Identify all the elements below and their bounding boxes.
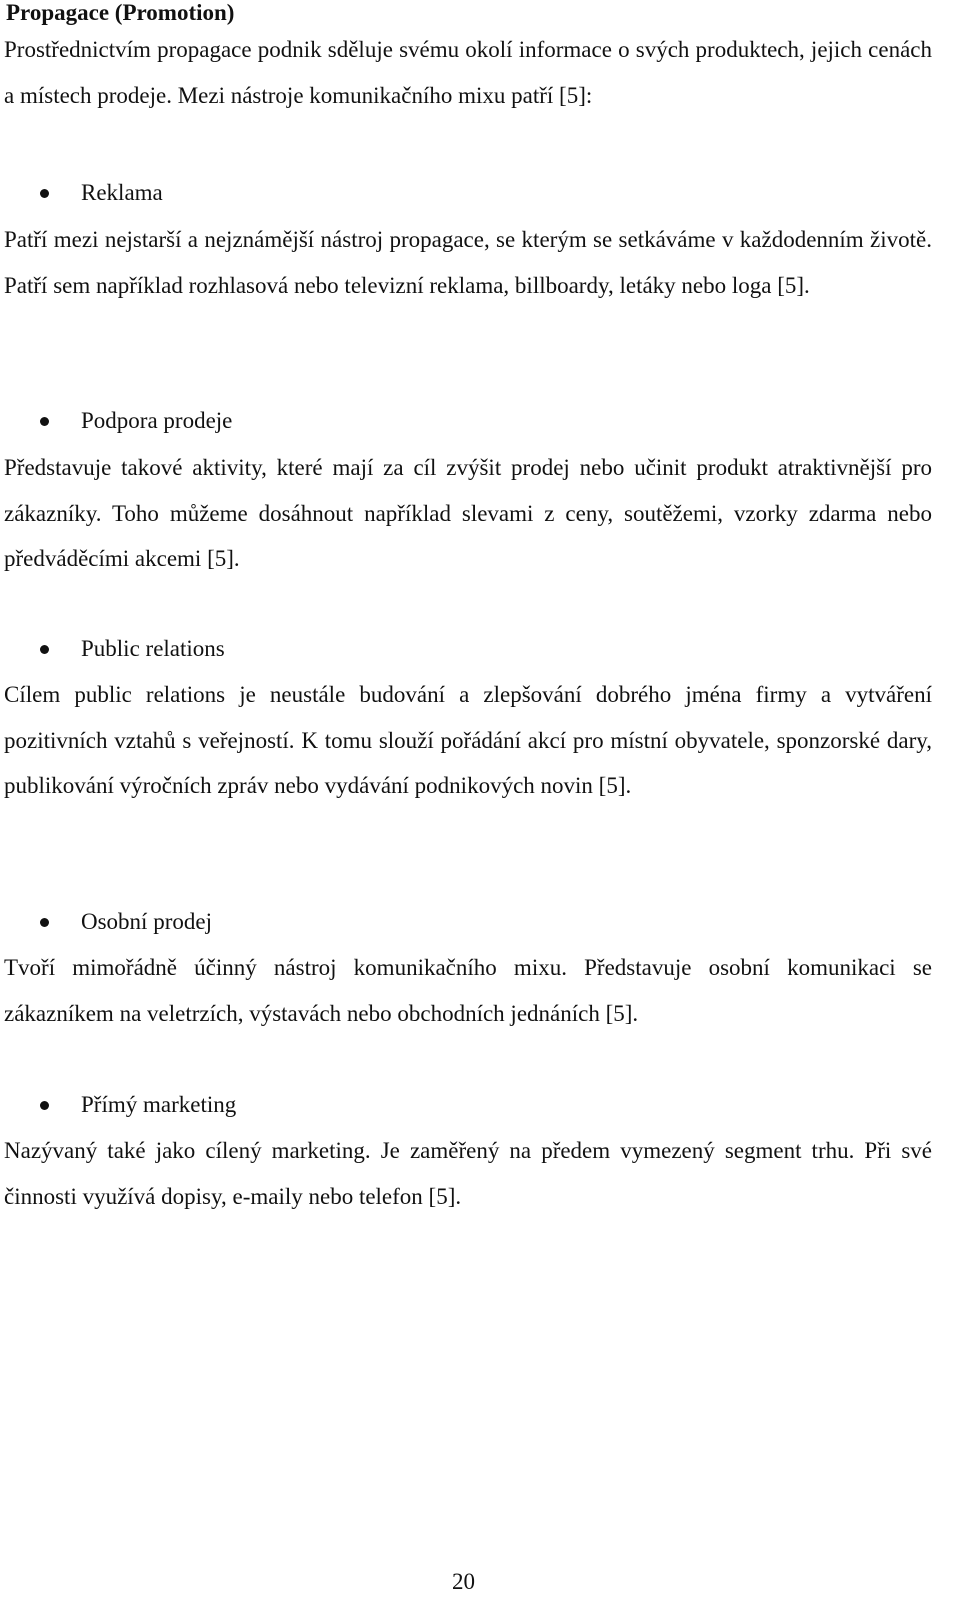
paragraph-public-relations: Cílem public relations je neustále budování a zlepšování dobrého jména firmy a vytváření pozitivních vztahů s veřejností. K tomu slouží pořádání akcí pro místní obyvatele, sponzorské dary, publikování výročních zpráv nebo vydávání podnikových novin [5]. — [4, 682, 932, 798]
bullet-public-relations — [40, 634, 840, 664]
bullet-title: Reklama — [81, 180, 163, 205]
paragraph-osobni-prodej: Tvoří mimořádně účinný nástroj komunikačního mixu. Představuje osobní komunikaci se zákazníkem na veletrzích, výstavách nebo obchodních jednáních [5]. — [4, 955, 932, 1026]
bullet-dot-icon — [40, 918, 49, 927]
bullet-title: Podpora prodeje — [81, 408, 233, 433]
page-number: 20 — [452, 1569, 475, 1594]
section-heading: Propagace (Promotion) — [6, 0, 235, 25]
bullet-title: Přímý marketing — [81, 1092, 237, 1117]
bullet-dot-icon — [40, 417, 49, 426]
bullet-dot-icon — [40, 645, 49, 654]
paragraph-podpora-prodeje: Představuje takové aktivity, které mají za cíl zvýšit prodej nebo učinit produkt atraktivnější pro zákazníky. Toho můžeme dosáhnout například slevami z ceny, soutěžemi, vzorky zdarma nebo předváděcími akcemi [5]. — [4, 455, 932, 571]
paragraph-primy-marketing: Nazývaný také jako cílený marketing. Je zaměřený na předem vymezený segment trhu. Při své činnosti využívá dopisy, e-maily nebo telefon [5]. — [4, 1138, 932, 1209]
bullet-dot-icon — [40, 1101, 49, 1110]
bullet-dot-icon — [40, 189, 49, 198]
bullet-primy-marketing — [40, 1090, 840, 1120]
bullet-reklama — [40, 178, 840, 208]
bullet-title: Osobní prodej — [81, 909, 212, 934]
paragraph-reklama: Patří mezi nejstarší a nejznámější nástroj propagace, se kterým se setkáváme v každodenním životě. Patří sem například rozhlasová nebo televizní reklama, billboardy, letáky nebo loga [5]. — [4, 227, 932, 298]
bullet-title: Public relations — [81, 636, 225, 661]
bullet-podpora-prodeje — [40, 406, 840, 436]
bullet-osobni-prodej — [40, 907, 840, 937]
intro-paragraph: Prostřednictvím propagace podnik sděluje svému okolí informace o svých produktech, jejich cenách a místech prodeje. Mezi nástroje komunikačního mixu patří [5]: — [4, 37, 932, 108]
